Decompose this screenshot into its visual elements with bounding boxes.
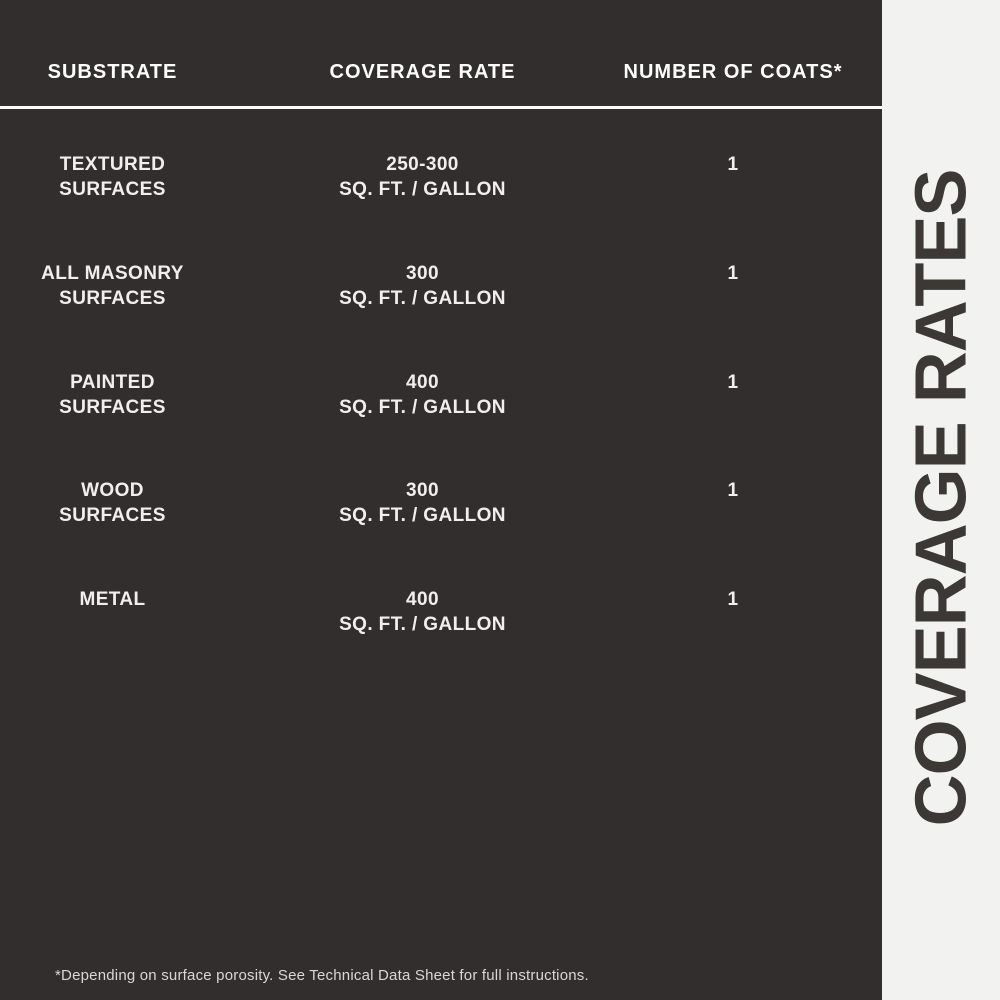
rate-value: 400: [406, 372, 439, 393]
header-divider-line: [0, 106, 896, 109]
substrate-line-2: SURFACES: [59, 178, 166, 200]
substrate-cell: [0, 371, 225, 420]
coats-cell: 1: [727, 154, 739, 175]
substrate-cell: [0, 262, 225, 311]
sidebar-vertical-title: COVERAGE RATES: [901, 169, 981, 827]
substrate-line-1: PAINTED: [70, 372, 155, 393]
substrate-cell: [0, 153, 225, 202]
rate-value: 300: [406, 263, 439, 284]
coats-cell: 1: [727, 372, 739, 393]
column-header-substrate: SUBSTRATE: [47, 61, 178, 83]
table-header-row: [0, 60, 846, 84]
table-row-painted-surfaces: [0, 371, 846, 420]
substrate-line-1: METAL: [79, 589, 146, 610]
column-header-number-of-coats: NUMBER OF COATS*: [623, 61, 843, 83]
coverage-rate-cell: [225, 262, 620, 311]
table-row-wood-surfaces: [0, 479, 846, 528]
rate-value: 300: [406, 480, 439, 501]
column-header-coverage-rate: COVERAGE RATE: [329, 61, 516, 83]
table-row-all-masonry-surfaces: [0, 262, 846, 311]
substrate-cell: [0, 479, 225, 528]
table-row-metal: [0, 588, 846, 637]
substrate-line-1: WOOD: [81, 480, 144, 501]
coverage-rate-cell: [225, 479, 620, 528]
footnote: *Depending on surface porosity. See Technical Data Sheet for full instructions.: [55, 967, 589, 984]
rate-unit: SQ. FT. / GALLON: [339, 504, 506, 526]
rate-value: 400: [406, 589, 439, 610]
substrate-line-2: SURFACES: [59, 396, 166, 418]
table-row-textured-surfaces: [0, 153, 846, 202]
rate-value: 250-300: [386, 154, 459, 175]
sidebar: [882, 0, 1000, 1000]
substrate-line-1: ALL MASONRY: [41, 263, 184, 284]
coverage-rate-cell: [225, 588, 620, 637]
substrate-line-2: SURFACES: [59, 504, 166, 526]
substrate-line-1: TEXTURED: [59, 154, 166, 175]
coats-cell: 1: [727, 589, 739, 610]
rate-unit: SQ. FT. / GALLON: [339, 178, 506, 200]
substrate-line-2: SURFACES: [59, 287, 166, 309]
rate-unit: SQ. FT. / GALLON: [339, 613, 506, 635]
coverage-rate-cell: [225, 153, 620, 202]
rate-unit: SQ. FT. / GALLON: [339, 396, 506, 418]
coats-cell: 1: [727, 480, 739, 501]
rate-unit: SQ. FT. / GALLON: [339, 287, 506, 309]
coats-cell: 1: [727, 263, 739, 284]
substrate-cell: [0, 588, 225, 637]
coverage-rate-cell: [225, 371, 620, 420]
